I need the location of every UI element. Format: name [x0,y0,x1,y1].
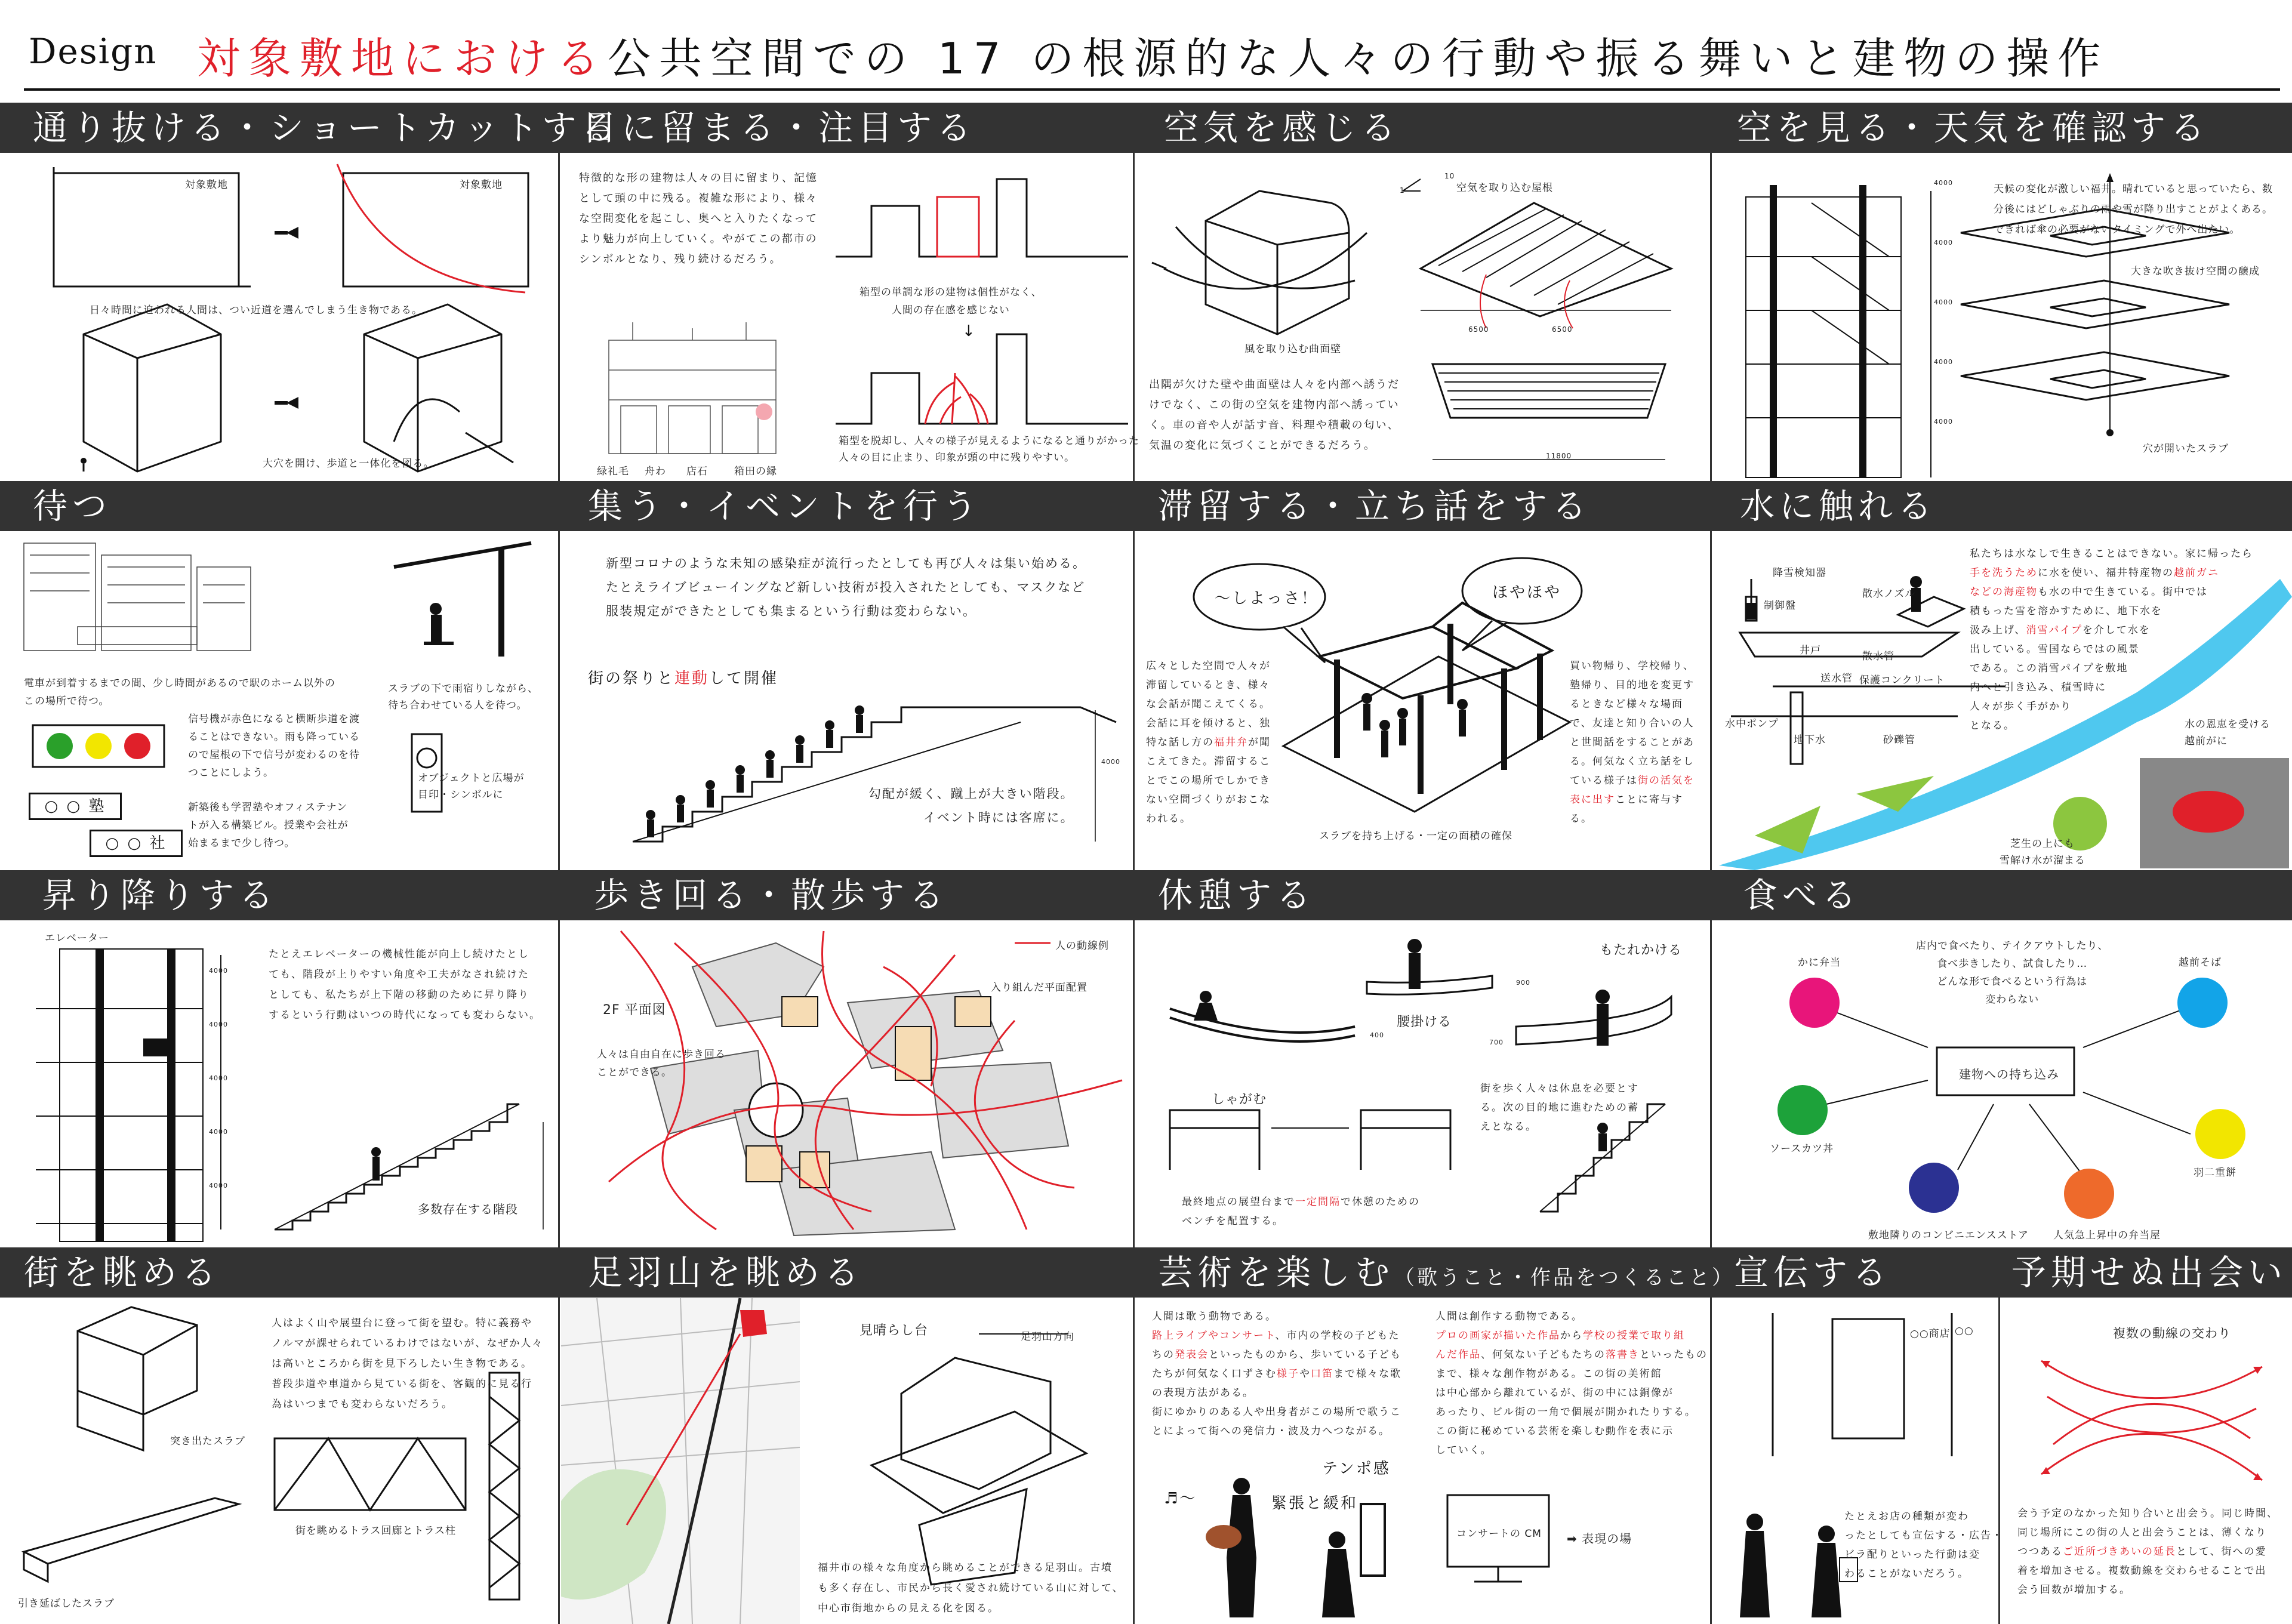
tension-label: 緊張と緩和 [1271,1494,1358,1512]
monitor-icon [1444,1492,1552,1588]
site-label: 対象敷地 [185,179,228,191]
talk-right-c: ことに寄与す る。 [1570,794,1683,825]
gather-text: 新型コロナのような未知の感染症が流行ったとしても再び人々は集い始める。 たとえライブビューイングなど新しい技術が投入されたとしても、マスクなど 服装規定ができたとしても集まるという行動は変わらない。 [606,556,1086,618]
art-r-c: から [1560,1330,1583,1342]
panel-title [1158,1247,1735,1303]
air-text: 出隅が欠けた壁や曲面壁は人々を内部へ誘うだ けでなく、この街の空気を建物内部へ誘ってい く。車の音や人が話す音、料理や積載の匂い、 気温の変化に気づくことができるだろう。 [1149,378,1400,452]
food-note: 店内で食べたり、テイクアウトしたり、 食べ歩きしたり、試食したり… どんな形で食べるという行為は 変わらない [1916,940,2109,1006]
dim-label: 4000 [1934,179,1953,187]
panel-title-main: 芸術を楽しむ [1158,1252,1395,1293]
festival-text [588,666,778,688]
divider [1133,103,1135,1624]
panel-title: 目に留まる・注目する [582,107,976,148]
water-label: 散水ノズル [1862,588,1916,600]
panel-title: 水に触れる [1740,486,1937,526]
food-label: 羽二重餅 [2194,1167,2236,1179]
art-r-f: 落書き [1606,1349,1640,1361]
water-label: 制御盤 [1764,600,1796,612]
traffic-signal [30,722,167,770]
water-d: 越前ガニ などの海産物 [1970,567,2219,598]
bench-b: 一定間隔 [1295,1196,1341,1208]
stairs-text: たとえエレベーターの機械性能が向上し続けたとし ても、階段が上りやすい角度や工夫がなされ続けた としても、私たちが上下階の移動のために昇り降り するという行動はいつの時代になっても変わらない。 [269,948,541,1021]
deck-label: 見晴らし台 [860,1323,929,1338]
station-text: 電車が到着するまでの間、少し時間があるので駅のホーム以外の この場所で待つ。 [24,677,335,707]
sit-label: 腰掛ける [1397,1015,1452,1030]
cross-label: 複数の動線の交わり [2113,1326,2231,1341]
crossing-lines [2029,1343,2280,1492]
truss-label: 街を眺めるトラス回廊とトラス柱 [295,1525,456,1537]
food-dot [1777,1085,1828,1135]
food-label: かに弁当 [1798,957,1841,969]
panel-title: 昇り降りする [42,875,279,916]
food-dot [2195,1109,2245,1159]
water-b: 手を洗うため [1970,567,2038,579]
mountain-text: 福井市の様々な角度から眺めることができる足羽山。古墳 も多く存在し、市民から長く愛され続けている山に対して、 中心市街地からの見える化を図る。 [818,1562,1124,1614]
building-text: 新築後も学習塾やオフィステナン トが入る構築ビル。授業や会社が 始まるまで少し待つ。 [188,802,349,849]
sky-text: 天候の変化が激しい福井。晴れていると思っていたら、数 分後にはどしゃぶりの雨や雪が降り出すことがよくある。 できれば傘の必要がないタイミングで外へ出たい。 [1994,183,2273,236]
panel-title: 歩き回る・散歩する [594,875,949,916]
water-g: を介して水を 出している。雪国ならではの風景 である。この消雪パイプを敷地 内へと引き込み、積雪時に 人々が歩く手がかり となる。 [1970,624,2151,732]
dim-label: 400 [1370,1031,1384,1039]
food-center: 建物への持ち込み [1959,1067,2059,1081]
view-text: 人はよく山や展望台に登って街を望む。特に義務や ノルマが課せられているわけではないが、なぜか人々 は高いところから街を見下ろしたい生き物である。 普段歩道や車道から見ている街を、客観的に見る行 為はいつまでも変わらないだろう。 [272,1317,544,1410]
panel-title: 足羽山を眺める [588,1252,864,1293]
panel-title: 滞留する・立ち話をする [1158,486,1592,526]
food-label: ソースカツ丼 [1770,1143,1834,1155]
art-l-i: まで様々な歌 の表現方法がある。 街にゆかりのある人や出身者がこの場所で歌うこ とによって街への発信力・波及力へつながる。 [1152,1368,1401,1437]
water-text [1970,544,2253,735]
crouch-label: しゃがむ [1212,1092,1267,1107]
stair-text: 勾配が緩く、蹴上が大きい階段。 イベント時には客席に。 [868,787,1074,825]
stair-height: 4000 [1101,758,1120,766]
crab-caption: 水の恩恵を受ける 越前がに [2185,719,2271,747]
food-label: 越前そば [2179,957,2222,969]
talk-right-b: 街の活気を 表に出す [1570,775,1695,806]
enc-a: 会う予定のなかった知り合いと出会う。同じ時間、 同じ場所にこの街の人と出会うことは、薄くなり つつある [2017,1508,2278,1558]
water-c: に水を使い、福井特産物の [2038,567,2174,579]
food-label: 敷地隣りのコンビニエンスストア [1868,1229,2029,1241]
water-e: も水の中で生きている。街中では 積もった雪を溶かすために、地下水を 汲み上げ、 [1970,586,2208,636]
shortcut-text: 日々時間に迫われる人間は、つい近道を選んでしまう生き物である。 [90,304,423,316]
elevator-label: エレベーター [45,932,109,944]
art-l-c: 、市内の学校の子どもた ちの [1152,1330,1400,1361]
water-label: 散水管 [1862,651,1894,662]
dim-label: 4000 [1934,298,1953,306]
plan-label: 2F 平面図 [603,1003,666,1018]
art-r-d: 学校の授業で取り組 んだ作品 [1435,1330,1685,1361]
note-plain-box: 箱型の単調な形の建物は個性がなく、 人間の存在感を感じない [860,286,1042,316]
wall-label: 風を取り込む曲面壁 [1244,343,1341,355]
legend-label: 人の動線例 [1055,940,1109,952]
water-label: 保護コンクリート [1859,674,1945,686]
bench-c: で休憩のための ベンチを配置する。 [1182,1196,1420,1227]
juku-sign: ○ ○ 塾 [29,793,122,820]
art-l-g: や [1299,1368,1311,1380]
walk-plan [597,931,1128,1241]
food-dot [2064,1169,2114,1219]
dim-label: 4000 [209,1182,228,1190]
water-label: 降雪検知器 [1773,567,1826,579]
art-l-d: 発表会 [1175,1349,1209,1361]
panel-title: 待つ [33,486,112,526]
divider [558,103,560,1624]
talk-left-c: が聞 こえてきた。滞留するこ とでこの場所でしかでき ない空間づくりがおこな われる。 [1146,736,1271,825]
attention-text: 特徴的な形の建物は人々の目に留まり、記憶 として頭の中に残る。複雑な形により、様々 な空間変化を起こし、奥へと入りたくなって より魅力が向上していく。やがてこの都市の シンボルとなり、残り続けるだろう。 [579,172,818,266]
lean-label: もたれかける [1600,943,1683,958]
panel-title: 宣伝する [1734,1252,1892,1293]
band-row-4 [0,1247,2292,1298]
art-l-b: 路上ライブやコンサート [1152,1330,1276,1342]
stage-label: ➡ 表現の場 [1567,1531,1632,1546]
food-dot [2177,978,2228,1028]
encounter-text [2017,1504,2278,1600]
poster-label: ○○商店 [1910,1328,1951,1340]
direction-label: 足羽山方向 [1021,1331,1074,1343]
station-sketch [18,537,257,657]
company-sign: ○ ○ 社 [90,830,183,857]
festival-a: 街の祭りと [588,670,675,688]
dim-label: 4000 [209,1128,228,1136]
section-diagram [36,943,233,1241]
dim-label: 700 [1489,1039,1504,1046]
talk-right-text [1570,657,1695,828]
band-row-2 [0,481,2292,531]
speech-bubble-1: 〜しよっさ！ [1215,590,1319,608]
sketch-label: 舟わ [645,466,666,477]
talk-right-a: 買い物帰り、学校帰り、 塾帰り、目的地を変更す るときなど様々な場面 で、友達と知り合いの人 と世間話をすることがあ る。何気なく立ち話をし ている様子は [1570,660,1695,787]
panel-title: 予期せぬ出会い [2011,1252,2288,1293]
dim-label: 4000 [209,1021,228,1028]
water-label: 砂礫管 [1883,734,1915,746]
slab-label: 穴が開いたスラブ [2143,443,2229,455]
rest-text: 街を歩く人々は休息を必要とす る。次の目的地に進むための蓄 えとなる。 [1480,1083,1639,1133]
music-icon: ♬〜 [1164,1490,1197,1508]
dim-label: 6500 [1468,325,1489,334]
dim-label: 6500 [1552,325,1573,334]
complex-label: 入り組んだ平面配置 [991,982,1088,994]
title-bar [0,0,2292,95]
signal-text: 信号機が赤色になると横断歩道を渡 ることはできない。雨も降っている ので屋根の下で信号が変わるのを待 つことにしよう。 [188,713,360,779]
festival-b: 連動 [674,670,710,688]
street-sketch [597,322,788,460]
food-dot [1909,1163,1959,1213]
dim-label: 900 [1516,979,1530,987]
performers [1200,1474,1397,1623]
down-arrow-icon: ↓ [962,322,977,340]
roof-label: 空気を取り込む屋根 [1456,182,1553,194]
dim-label: 4000 [1934,239,1953,246]
dim-label: 4000 [1934,358,1953,366]
panel-title: 空気を感じる [1164,107,1401,148]
hole-text: 大穴を開け、歩道と一体化を図る。 [263,458,435,470]
void-label: 大きな吹き抜け空間の醸成 [2131,266,2260,278]
food-label: 人気急上昇中の弁当屋 [2053,1229,2161,1241]
sketch-label: 箱田の縁 [734,466,777,477]
enc-b: ご近所づきあいの延長 [2063,1546,2176,1558]
water-label: 井戸 [1800,645,1821,657]
poster-label-2: ○○ [1955,1325,1974,1337]
art-r-e: 、何気ない子どもたちの [1481,1349,1606,1361]
water-label: 水中ポンプ [1725,718,1779,730]
title-rest: 公共空間での 17 の根源的な人々の行動や振る舞いと建物の操作 [608,33,2109,84]
dim-label: 4000 [1934,418,1953,426]
stair-caption: 多数存在する階段 [418,1202,518,1216]
art-r-a: 人間は創作する動物である。 [1435,1311,1583,1323]
dim-label: 4000 [209,967,228,975]
slab2-label: 引き延ばしたスラブ [18,1598,115,1610]
rest-diagram [1158,931,1713,1218]
slope-label: 1 [1400,186,1405,195]
art-l-e: といったものから、歩いている子ども たちが何気なく口ずさむ [1152,1349,1401,1380]
page-title [197,24,2109,86]
dim-label: 4000 [209,1074,228,1082]
art-right-text [1435,1307,1708,1460]
panel-title: 空を見る・天気を確認する [1737,107,2210,148]
speech-bubble-2: ほやほや [1492,584,1562,602]
bench-text [1182,1192,1420,1231]
bench-a: 最終地点の展望台まで [1182,1196,1295,1208]
dim-label: 11800 [1546,452,1572,460]
art-l-a: 人間は歌う動物である。 [1152,1311,1277,1323]
shortcut-diagram [24,161,549,472]
band-row-3 [0,870,2292,920]
panel-title: 通り抜ける・ショートカットする [33,107,621,148]
art-r-g: といったもの まで、様々な創作物がある。この街の美術館 は中心部から離れているが、街の中には銅像が あったり、ビル街の一角で個展が開かれたりする。 この街に秘めている芸術を楽しむ動作を表に示 していく。 [1435,1349,1708,1456]
sketch-label: 店石 [686,466,708,477]
talk-left-b: 福井弁 [1214,736,1248,748]
panel-title: 集う・イベントを行う [588,486,982,526]
tempo-label: テンポ感 [1322,1460,1391,1478]
title-red: 対象敷地における [197,33,608,84]
lawn-caption: 芝生の上にも 雪解け水が溜まる [2000,838,2085,867]
panel-title: 休憩する [1158,875,1316,916]
panel-title: 街を眺める [24,1252,221,1293]
art-r-b: プロの画家が描いた作品 [1435,1330,1560,1342]
walk-text: 人々は自由自在に歩き回る ことができる。 [597,1049,726,1078]
slab1-label: 突き出たスラブ [170,1435,245,1447]
object-text: オブジェクトと広場が 目印・シンボルに [418,772,525,801]
sketch-label: 緑礼毛 [597,466,629,477]
water-a: 私たちは水なしで生きることはできない。家に帰ったら [1970,548,2253,560]
panel-title: 食べる [1743,875,1862,916]
water-f: 消雪パイプ [2026,624,2082,636]
festival-c: して開催 [709,670,779,688]
panel-subtitle: （歌うこと・作品をつくること） [1394,1266,1735,1290]
water-label: 送水管 [1820,673,1853,685]
note-open-box: 箱型を脱却し、人々の様子が見えるようになると通りがかった 人々の目に止まり、印象が頭の中に残りやすい。 [839,435,1139,464]
site-label: 対象敷地 [460,179,503,191]
talk-left-text [1146,657,1271,828]
art-l-h: 口笛 [1311,1368,1333,1380]
attention-diagram [836,167,1128,477]
art-l-f: 様子 [1277,1368,1299,1380]
ad-text: たとえお店の種類が変わ ったとしても宣伝する・広告・ ビラ配りといった行動は変 わることがないだろう。 [1844,1511,2003,1580]
slab-caption: スラブを持ち上げる・一定の面積の確保 [1319,830,1512,842]
slope-label: 10 [1444,172,1455,180]
art-left-text [1152,1307,1401,1441]
canopy-text: スラブの下で雨宿りしながら、 待ち合わせている人を待つ。 [388,683,538,711]
enc-c: として、街への愛 着を増加させる。複数動線を交わらせることで出 会う回数が増加する。 [2017,1546,2267,1596]
title-underline [24,88,2280,91]
design-label: Design [29,31,158,72]
talk-left-a: 広々とした空間で人々が 滞留しているとき、様々 な会話が聞こえてくる。 会話に耳を傾けると、独 特な話し方の [1146,660,1271,748]
water-label: 地下水 [1794,734,1826,746]
food-dot [1789,978,1840,1028]
cm-label: コンサートの CM [1456,1528,1542,1540]
